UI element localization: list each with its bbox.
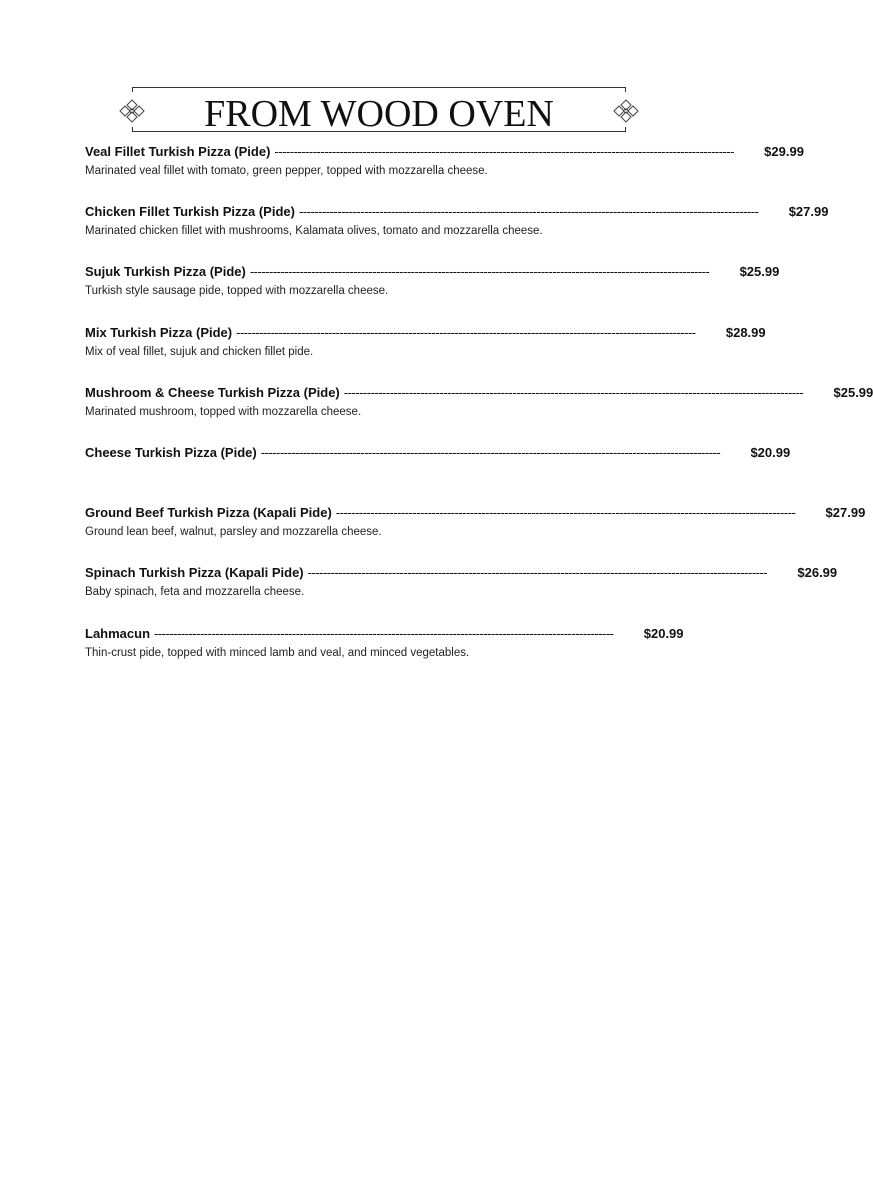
item-name: Spinach Turkish Pizza (Kapali Pide) [85,565,304,581]
right-ornament-icon [612,98,640,124]
item-price: $27.99 [825,505,866,521]
dot-leader: ------------------------------------------------------------------------------------------------------------------------ [335,505,796,521]
item-description: Mix of veal fillet, sujuk and chicken fillet pide. [85,345,314,358]
menu-item-line [85,384,873,402]
menu-item [85,504,866,564]
item-price: $26.99 [797,565,838,581]
dot-leader: ------------------------------------------------------------------------------------------------------------------------ [154,625,614,641]
section-header [118,84,640,136]
dot-leader: ------------------------------------------------------------------------------------------------------------------------ [343,384,804,400]
menu-list [85,143,873,685]
menu-item [85,143,804,203]
item-name: Chicken Fillet Turkish Pizza (Pide) [85,204,295,220]
item-name: Cheese Turkish Pizza (Pide) [85,444,257,460]
menu-item [85,625,684,685]
menu-item [85,263,780,323]
item-description: Marinated mushroom, topped with mozzarella cheese. [85,405,362,418]
menu-item-line [85,444,791,462]
item-name: Ground Beef Turkish Pizza (Kapali Pide) [85,505,332,521]
item-price: $20.99 [750,444,791,460]
dot-leader: ------------------------------------------------------------------------------------------------------------------------ [260,444,721,460]
menu-item [85,384,873,444]
item-price: $27.99 [788,204,829,220]
item-name: Lahmacun [85,625,151,641]
item-name: Sujuk Turkish Pizza (Pide) [85,264,246,280]
item-price: $28.99 [725,324,766,340]
dot-leader: ------------------------------------------------------------------------------------------------------------------------ [249,264,710,280]
item-name: Mushroom & Cheese Turkish Pizza (Pide) [85,384,340,400]
menu-item-line [85,625,684,643]
menu-item [85,203,829,263]
menu-item [85,324,766,384]
item-name: Veal Fillet Turkish Pizza (Pide) [85,144,271,159]
dot-leader: ------------------------------------------------------------------------------------------------------------------------ [236,324,696,340]
item-price: $20.99 [643,625,684,641]
item-name: Mix Turkish Pizza (Pide) [85,324,233,340]
dot-leader: ------------------------------------------------------------------------------------------------------------------------ [298,204,759,220]
menu-item-line [85,324,766,342]
item-price: $25.99 [739,264,780,280]
menu-item [85,444,791,504]
menu-item [85,564,838,624]
dot-leader: ------------------------------------------------------------------------------------------------------------------------ [307,565,768,581]
menu-item-line [85,504,866,522]
menu-item-line [85,203,829,221]
item-description: Marinated chicken fillet with mushrooms, Kalamata olives, tomato and mozzarella cheese. [85,225,543,238]
menu-item-line [85,564,838,582]
dot-leader: ------------------------------------------------------------------------------------------------------------------------ [274,144,734,159]
item-price: $29.99 [764,144,804,159]
item-description: Ground lean beef, walnut, parsley and mozzarella cheese. [85,526,382,539]
menu-item-line [85,143,804,161]
item-description: Turkish style sausage pide, topped with mozzarella cheese. [85,285,389,298]
menu-item-line [85,263,780,281]
item-description: Thin-crust pide, topped with minced lamb and veal, and minced vegetables. [85,646,470,659]
page-title: FROM WOOD OVEN [204,93,554,135]
item-description: Marinated veal fillet with tomato, green pepper, topped with mozzarella cheese. [85,165,488,177]
item-price: $25.99 [833,384,873,400]
item-description: Baby spinach, feta and mozzarella cheese. [85,586,305,599]
